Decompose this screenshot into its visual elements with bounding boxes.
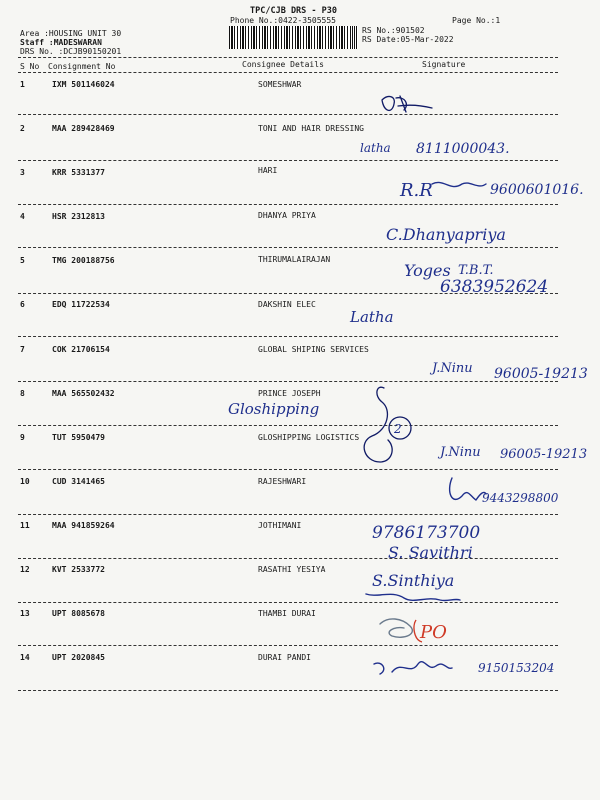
row-consignment: TMG 200188756 <box>52 256 115 265</box>
signature-row-3 <box>399 180 584 201</box>
row-divider <box>18 293 558 294</box>
divider <box>18 72 558 73</box>
row-consignee: SOMESHWAR <box>258 80 302 89</box>
signature-row-2 <box>360 141 510 157</box>
signature-name: latha <box>360 141 391 155</box>
row-sno: 4 <box>20 212 25 221</box>
row-sno: 11 <box>20 521 30 530</box>
row-sno: 12 <box>20 565 30 574</box>
row-sno: 10 <box>20 477 30 486</box>
staff-label: Staff :MADESWARAN <box>20 38 102 47</box>
signature-name: J.Ninu <box>432 361 473 376</box>
row-consignee: HARI <box>258 166 278 175</box>
signature-row-10 <box>450 478 559 505</box>
row-divider <box>18 247 558 248</box>
row-divider <box>18 690 558 691</box>
signature-name: Latha <box>350 308 394 326</box>
row-consignment: UPT 2020845 <box>52 653 105 662</box>
row-divider <box>18 602 558 603</box>
signature-name: R.R <box>400 180 433 201</box>
signature-name: Yoges <box>404 261 451 280</box>
row-sno: 14 <box>20 653 30 662</box>
signature-note: 2 <box>394 422 402 436</box>
signature-phone: 6383952624 <box>440 277 549 297</box>
divider <box>18 57 558 58</box>
row-sno: 1 <box>20 80 25 89</box>
signature-row-5 <box>404 261 548 297</box>
row-consignment: IXM 501146024 <box>52 80 115 89</box>
col-header-consignment: Consignment No <box>48 62 116 71</box>
row-consignee: DURAI PANDI <box>258 653 311 662</box>
signature-phone: 96005-19213 <box>494 366 588 382</box>
row-divider <box>18 114 558 115</box>
row-sno: 13 <box>20 609 30 618</box>
signature-phone: 9443298800 <box>482 491 559 505</box>
col-header-consignee: Consignee Details <box>242 60 324 69</box>
signature-phone: 8111000043. <box>416 141 510 157</box>
row-consignment: MAA 289428469 <box>52 124 115 133</box>
row-consignee: TONI AND HAIR DRESSING <box>258 124 364 133</box>
row-consignment: MAA 941859264 <box>52 521 115 530</box>
staff-name: MADESWARAN <box>53 38 102 47</box>
row-consignee: GLOBAL SHIPING SERVICES <box>258 345 369 354</box>
signature-row-4 <box>386 225 506 244</box>
row-consignee: THAMBI DURAI <box>258 609 316 618</box>
row-consignee: GLOSHIPPING LOGISTICS <box>258 433 360 442</box>
row-consignee: THIRUMALAIRAJAN <box>258 255 331 264</box>
phone-number: Phone No.:0422-3505555 <box>230 16 336 25</box>
row-divider <box>18 381 558 382</box>
row-sno: 9 <box>20 433 25 442</box>
row-divider <box>18 204 558 205</box>
row-consignment: KVT 2533772 <box>52 565 105 574</box>
row-consignment: MAA 565502432 <box>52 389 115 398</box>
signature-row-6 <box>349 308 394 326</box>
signature-phone: 9786173700 <box>372 523 481 543</box>
signature-note: T.B.T. <box>458 263 494 278</box>
signature-row-1 <box>382 96 432 112</box>
row-divider <box>18 160 558 161</box>
row-consignee: RASATHI YESIYA <box>258 565 326 574</box>
row-consignee: DHANYA PRIYA <box>258 211 316 220</box>
signature-row-7 <box>429 361 588 382</box>
document-title: TPC/CJB DRS - P30 <box>250 6 337 16</box>
signature-name: S. Savithri <box>388 543 473 562</box>
signature-name: C.Dhanyapriya <box>386 225 506 244</box>
area-label: Area :HOUSING UNIT 30 <box>20 29 122 38</box>
page-number: Page No.:1 <box>452 16 501 25</box>
row-divider <box>18 425 558 426</box>
signature-row-12 <box>366 571 460 601</box>
drs-number: DRS No. :DCJB90150201 <box>20 47 122 56</box>
row-consignment: CUD 3141465 <box>52 477 105 486</box>
row-consignment: KRR 5331377 <box>52 168 105 177</box>
signature-name: J.Ninu <box>440 445 481 460</box>
signature-row-9 <box>389 417 587 462</box>
row-sno: 3 <box>20 168 25 177</box>
row-sno: 8 <box>20 389 25 398</box>
col-header-signature: Signature <box>422 60 466 69</box>
row-consignee: DAKSHIN ELEC <box>258 300 316 309</box>
signature-phone: 9600601016. <box>490 182 584 198</box>
row-sno: 5 <box>20 256 25 265</box>
barcode-tail <box>350 26 358 49</box>
row-divider <box>18 558 558 559</box>
row-consignment: COK 21706154 <box>52 345 110 354</box>
row-consignment: EDQ 11722534 <box>52 300 110 309</box>
signature-name: Gloshipping <box>228 400 320 418</box>
row-consignee: JOTHIMANI <box>258 521 302 530</box>
row-sno: 6 <box>20 300 25 309</box>
row-consignment: TUT 5950479 <box>52 433 105 442</box>
rs-number: RS No.:901502 <box>362 26 425 35</box>
row-divider <box>18 336 558 337</box>
signature-row-11 <box>372 523 480 562</box>
row-consignee: PRINCE JOSEPH <box>258 389 321 398</box>
signature-name: PO <box>420 622 447 643</box>
row-sno: 2 <box>20 124 25 133</box>
barcode-image <box>229 26 350 49</box>
row-divider <box>18 469 558 470</box>
row-consignee: RAJESHWARI <box>258 477 307 486</box>
signature-phone: 9150153204 <box>478 661 555 675</box>
signature-row-13 <box>380 619 447 643</box>
signature-phone: 96005-19213 <box>500 447 588 462</box>
signature-row-14 <box>374 661 554 675</box>
row-divider <box>18 645 558 646</box>
row-sno: 7 <box>20 345 25 354</box>
row-consignment: HSR 2312813 <box>52 212 105 221</box>
col-header-sno: S No <box>20 62 40 71</box>
rs-date: RS Date:05-Mar-2022 <box>362 35 454 44</box>
row-consignment: UPT 8085678 <box>52 609 105 618</box>
row-divider <box>18 514 558 515</box>
signature-name: S.Sinthiya <box>372 571 455 590</box>
